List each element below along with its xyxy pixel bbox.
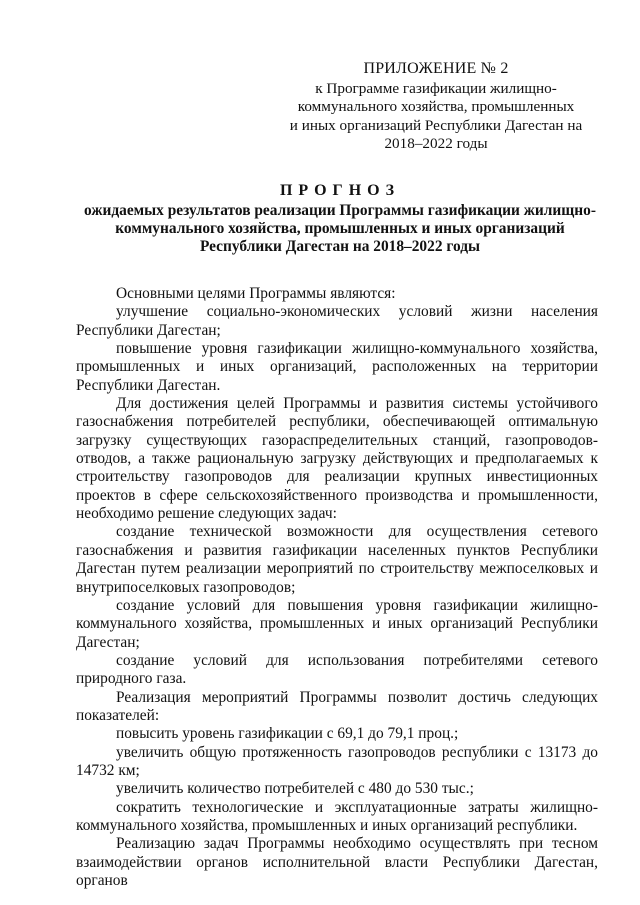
document-subtitle bbox=[60, 202, 620, 256]
paragraph-tasks-intro: Для достижения целей Программы и развития системы устойчивого газоснабжения потребителей республики, обеспечивающей оптимальную загрузку существующих газораспределительных станций, газопроводов-отводов, а также рациональную загрузку действующих и предполагаемых к строительству газопроводов для реализации крупных инвестиционных проектов в сфере сельскохозяйственного производства и промышленности, необходимо решение следующих задач: bbox=[76, 395, 598, 523]
appendix-block bbox=[270, 60, 602, 154]
paragraph-implementation: Реализацию задач Программы необходимо осуществлять при тесном взаимодействии органов исполнительной власти Республики Дагестан, органов bbox=[76, 835, 598, 889]
subtitle-line-3: Республики Дагестан на 2018–2022 годы bbox=[199, 238, 481, 255]
subtitle-line-2: коммунального хозяйства, промышленных и иных организаций bbox=[115, 220, 565, 237]
appendix-line-3: и иных организаций Республики Дагестан на bbox=[289, 116, 583, 134]
paragraph-goal-1: улучшение социально-экономических условий жизни населения Республики Дагестан; bbox=[76, 303, 598, 339]
paragraph-indicator-4: сократить технологические и эксплуатационные затраты жилищно-коммунального хозяйства, промышленных и иных организаций республики. bbox=[76, 798, 598, 834]
paragraph-indicators-intro: Реализация мероприятий Программы позволит достичь следующих показателей: bbox=[76, 688, 598, 724]
paragraph-task-3: создание условий для использования потребителями сетевого природного газа. bbox=[76, 651, 598, 688]
appendix-title: ПРИЛОЖЕНИЕ № 2 bbox=[363, 60, 509, 77]
paragraph-indicator-3: увеличить количество потребителей с 480 до 530 тыс.; bbox=[116, 780, 474, 798]
paragraph-goal-2: повышение уровня газификации жилищно-коммунального хозяйства, промышленных и иных организаций, расположенных на территории Республики Дагестан. bbox=[76, 340, 598, 394]
subtitle-line-1: ожидаемых результатов реализации Программы газификации жилищно- bbox=[84, 202, 596, 219]
appendix-line-4: 2018–2022 годы bbox=[384, 135, 488, 153]
appendix-line-1: к Программе газификации жилищно- bbox=[315, 79, 557, 97]
paragraph-task-2: создание условий для повышения уровня газификации жилищно-коммунального хозяйства, промышленных и иных организаций Республики Дагестан; bbox=[76, 596, 598, 651]
paragraph-indicator-2: увеличить общую протяженность газопроводов республики с 13173 до 14732 км; bbox=[76, 743, 598, 779]
paragraph-indicator-1: повысить уровень газификации с 69,1 до 79,1 проц.; bbox=[116, 725, 459, 743]
paragraph-goals-intro: Основными целями Программы являются: bbox=[116, 285, 396, 302]
appendix-line-2: коммунального хозяйства, промышленных bbox=[297, 98, 575, 116]
document-body bbox=[76, 285, 598, 890]
document-title: ПРОГНОЗ bbox=[279, 182, 401, 199]
paragraph-task-1: создание технической возможности для осуществления сетевого газоснабжения и развития газификации населенных пунктов Республики Дагестан путем реализации мероприятий по строительству межпоселковых и внутрипоселковых газопроводов; bbox=[76, 523, 598, 596]
